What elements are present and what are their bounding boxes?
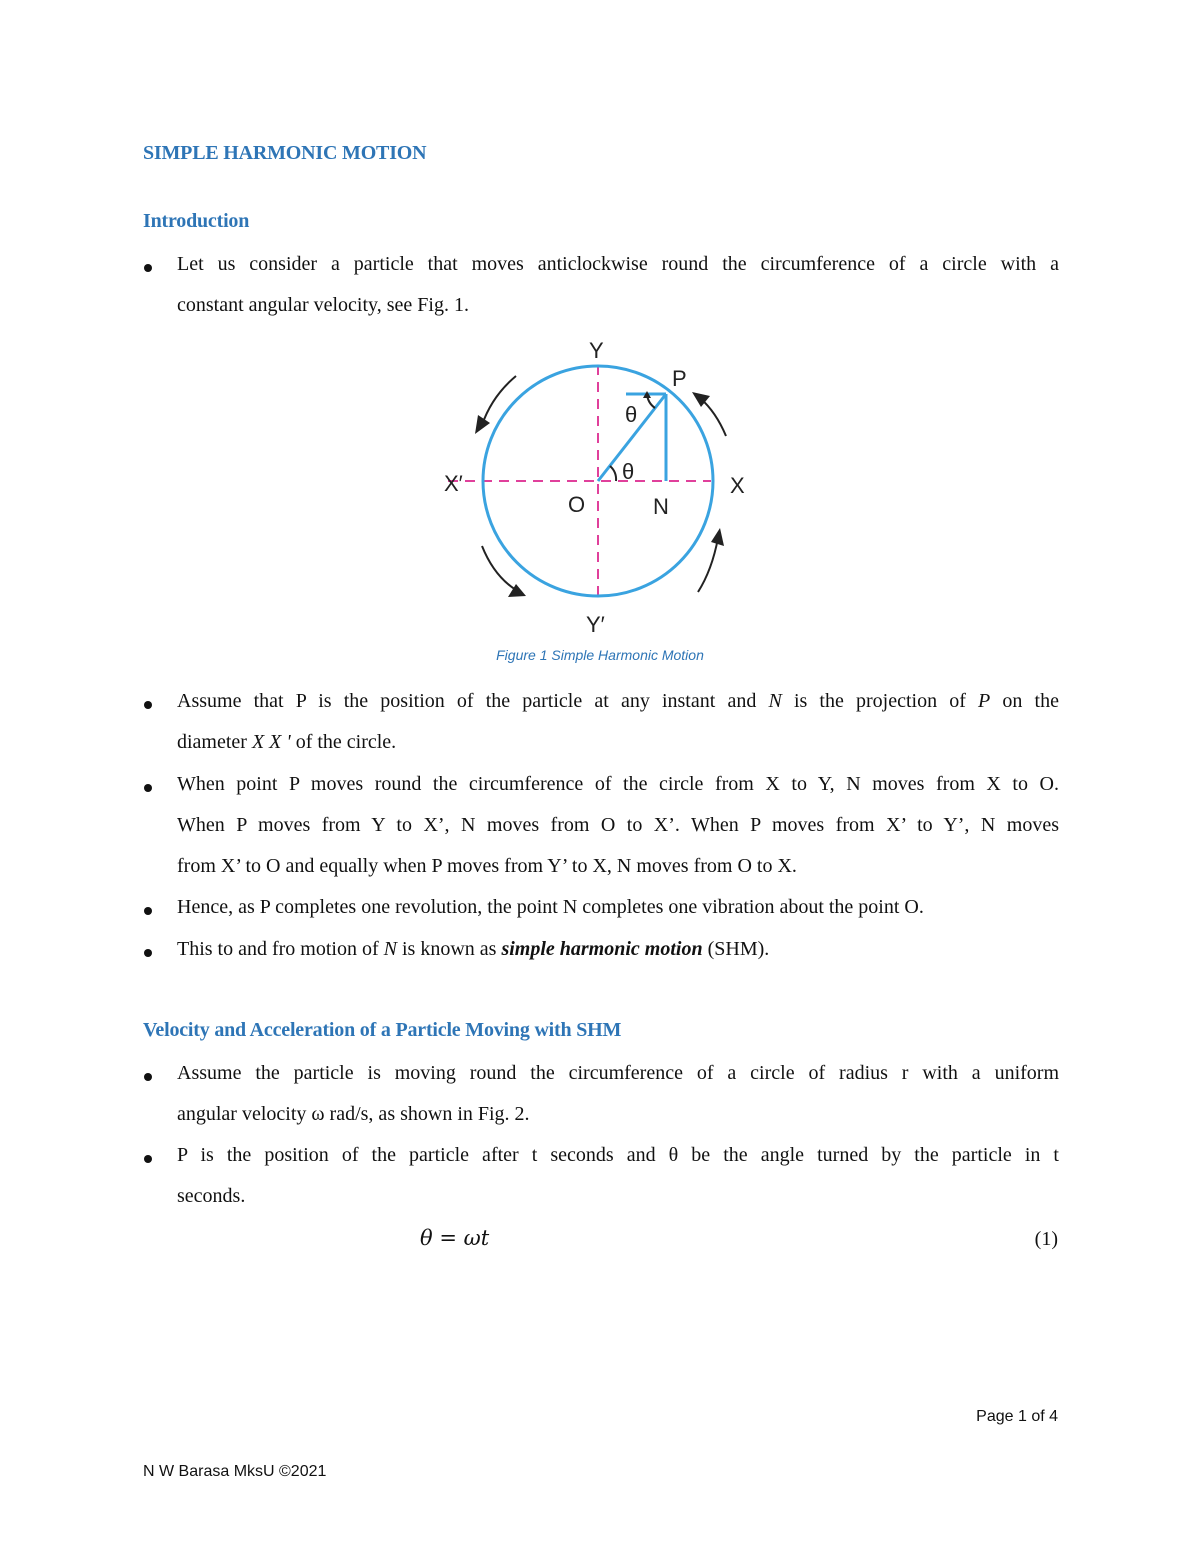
bullet-icon [143,695,155,707]
intro-bullet-3-line-2: When P moves from Y to X’, N moves from O to X’. When P moves from X’ to Y’, N moves [177,814,1059,836]
intro-bullet-3-line-3: from X’ to O and equally when P moves from Y’ to X, N moves from O to X. [177,855,797,877]
velocity-bullet-1-line-2: angular velocity ω rad/s, as shown in Fig. 2. [177,1103,530,1125]
velocity-bullet-2-line-1: P is the position of the particle after t seconds and θ be the angle turned by the particle in t [177,1144,1059,1166]
bullet-icon [143,778,155,790]
label-x: X [730,473,745,498]
document-title: SIMPLE HARMONIC MOTION [143,142,427,164]
label-theta-upper: θ [625,402,638,427]
equation-1-number: (1) [1034,1228,1058,1250]
theta-arc-lower [610,466,616,481]
rotation-arrow-bottom-left [482,546,516,590]
bullet-icon [143,901,155,913]
footer-author: N W Barasa MksU ©2021 [143,1463,327,1480]
label-theta-lower: θ [622,459,635,484]
label-p: P [672,366,687,391]
section-heading-velocity: Velocity and Acceleration of a Particle Moving with SHM [143,1019,622,1041]
bullet-icon [143,943,155,955]
section-heading-introduction: Introduction [143,210,250,232]
velocity-bullet-1-line-1: Assume the particle is moving round the circumference of a circle of radius r with a uniform [177,1062,1059,1084]
label-o: O [568,492,586,517]
arrowhead-icon [711,528,724,546]
bullet-icon [143,1067,155,1079]
intro-bullet-1-line-2: constant angular velocity, see Fig. 1. [177,294,469,316]
intro-bullet-5: This to and fro motion of N is known as simple harmonic motion (SHM). [177,938,770,960]
intro-bullet-2-line-2: diameter X X ' of the circle. [177,731,397,753]
label-y-prime: Y′ [586,612,605,637]
bullet-icon [143,258,155,270]
figure-1-diagram [420,330,780,640]
label-x-prime: X′ [444,471,463,496]
intro-bullet-2-line-1: Assume that P is the position of the particle at any instant and N is the projection of P on the [177,690,1059,712]
label-y: Y [589,338,604,363]
intro-bullet-3-line-1: When point P moves round the circumference of the circle from X to Y, N moves from X to O. [177,773,1059,795]
velocity-bullet-2-line-2: seconds. [177,1185,246,1207]
rotation-arrow-top-left [482,376,516,425]
arrowhead-icon [475,415,490,434]
intro-bullet-1-line-1: Let us consider a particle that moves anticlockwise round the circumference of a circle with a [177,253,1059,275]
rotation-arrow-bottom-right [698,538,718,592]
intro-bullet-4: Hence, as P completes one revolution, the point N completes one vibration about the point O. [177,896,924,918]
rotation-arrow-top-right [700,398,726,436]
figure-1-caption: Figure 1 Simple Harmonic Motion [496,647,704,663]
bullet-icon [143,1149,155,1161]
page-number: Page 1 of 4 [976,1408,1058,1425]
label-n: N [653,494,669,519]
equation-1: θ = ωt [420,1226,490,1250]
